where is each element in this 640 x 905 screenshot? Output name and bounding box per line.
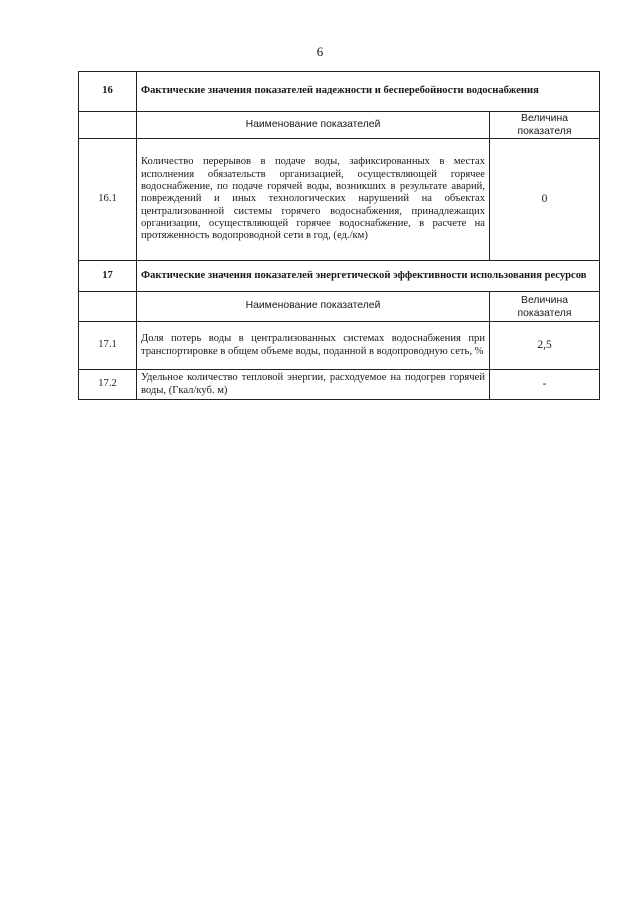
table-row: [79, 370, 600, 400]
section-17-header-empty-cell: [79, 292, 137, 322]
section-16-header-row: [79, 112, 600, 139]
section-16-header-name: Наименование показателей: [137, 112, 490, 139]
section-16-number: 16: [79, 72, 137, 112]
table-row: [79, 322, 600, 370]
section-16-header-empty-cell: [79, 112, 137, 139]
section-16-header-value: Величина показателя: [490, 112, 600, 139]
row-17-1-number: 17.1: [79, 322, 137, 370]
table-row: [79, 139, 600, 261]
page-number: 6: [316, 44, 324, 59]
section-17-header-name: Наименование показателей: [137, 292, 490, 322]
section-16-title: Фактические значения показателей надежности и бесперебойности водоснабжения: [137, 72, 600, 112]
row-17-1-value: 2,5: [490, 322, 600, 370]
row-17-2-value: -: [490, 370, 600, 400]
row-17-1-text: Доля потерь воды в централизованных системах водоснабжения при транспортировке в общем объеме воды, поданной в водопроводную сеть, %: [137, 322, 490, 370]
row-16-1-text: Количество перерывов в подаче воды, зафиксированных в местах исполнения обязательств организацией, осуществляющей горячее водоснабжение, по подаче горячей воды, возникших в результате аварий, повреждений и иных технологических нарушений на объектах централизованной системы горячего водоснабжения, принадлежащих организации, осуществляющей горячее водоснабжение, в расчете на протяженность водопроводной сети в год, (ед./км): [137, 139, 490, 261]
indicators-table: [78, 71, 600, 400]
section-17-header-row: [79, 292, 600, 322]
row-16-1-value: 0: [490, 139, 600, 261]
section-16-row: [79, 72, 600, 112]
row-16-1-number: 16.1: [79, 139, 137, 261]
section-17-number: 17: [79, 261, 137, 292]
section-17-row: [79, 261, 600, 292]
section-17-title: Фактические значения показателей энергетической эффективности использования ресурсов: [137, 261, 600, 292]
row-17-2-number: 17.2: [79, 370, 137, 400]
row-17-2-text: Удельное количество тепловой энергии, расходуемое на подогрев горячей воды, (Гкал/куб. м): [137, 370, 490, 400]
section-17-header-value: Величина показателя: [490, 292, 600, 322]
